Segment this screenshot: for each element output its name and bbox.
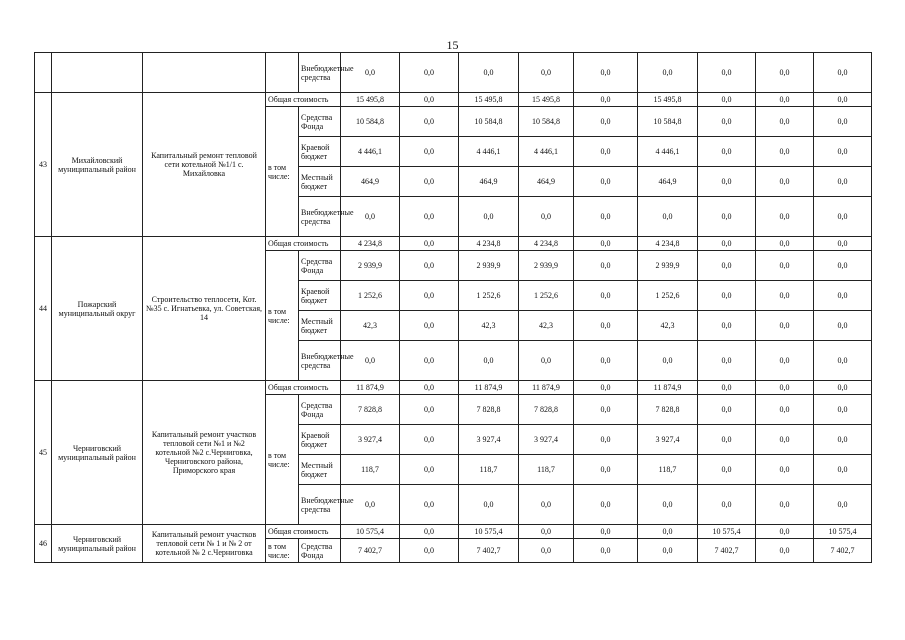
value-cell: 0,0: [574, 107, 638, 137]
value-cell: 0,0: [814, 251, 872, 281]
value-cell: 3 927,4: [341, 425, 400, 455]
value-cell: 0,0: [814, 107, 872, 137]
value-cell: 10 575,4: [341, 525, 400, 539]
value-cell: 0,0: [756, 93, 814, 107]
value-cell: 0,0: [638, 53, 698, 93]
value-cell: 42,3: [638, 311, 698, 341]
value-cell: 0,0: [814, 93, 872, 107]
value-cell: 0,0: [459, 485, 519, 525]
value-cell: 0,0: [574, 93, 638, 107]
value-cell: 0,0: [574, 539, 638, 563]
value-cell: 0,0: [698, 53, 756, 93]
value-cell: 0,0: [698, 311, 756, 341]
source-label: Краевой бюджет: [299, 137, 341, 167]
value-cell: 0,0: [756, 281, 814, 311]
value-cell: 10 575,4: [814, 525, 872, 539]
value-cell: 0,0: [400, 341, 459, 381]
value-cell: 15 495,8: [638, 93, 698, 107]
financing-table: [34, 52, 872, 563]
number-cell: 46: [35, 525, 52, 563]
value-cell: 0,0: [698, 381, 756, 395]
value-cell: 118,7: [638, 455, 698, 485]
value-cell: 0,0: [400, 395, 459, 425]
value-cell: 0,0: [574, 341, 638, 381]
value-cell: 7 402,7: [341, 539, 400, 563]
source-label: Средства Фонда: [299, 539, 341, 563]
object-cell: [143, 53, 266, 93]
value-cell: 10 584,8: [638, 107, 698, 137]
source-label: Средства Фонда: [299, 395, 341, 425]
value-cell: 0,0: [698, 251, 756, 281]
value-cell: 7 828,8: [341, 395, 400, 425]
page-number: 15: [446, 38, 459, 52]
value-cell: 11 874,9: [341, 381, 400, 395]
value-cell: 0,0: [400, 281, 459, 311]
value-cell: 15 495,8: [341, 93, 400, 107]
value-cell: 0,0: [341, 197, 400, 237]
region-cell: Черниговский муниципальный район: [52, 525, 143, 563]
source-label: Внебюджетные средства: [299, 197, 341, 237]
value-cell: 0,0: [756, 197, 814, 237]
value-cell: 0,0: [341, 53, 400, 93]
value-cell: 7 828,8: [459, 395, 519, 425]
value-cell: 0,0: [814, 395, 872, 425]
value-cell: 0,0: [814, 281, 872, 311]
value-cell: 0,0: [814, 53, 872, 93]
value-cell: 4 446,1: [459, 137, 519, 167]
value-cell: 0,0: [756, 485, 814, 525]
value-cell: 0,0: [574, 395, 638, 425]
value-cell: 0,0: [519, 525, 574, 539]
value-cell: 15 495,8: [459, 93, 519, 107]
source-label: Местный бюджет: [299, 311, 341, 341]
value-cell: 0,0: [638, 539, 698, 563]
value-cell: 0,0: [400, 167, 459, 197]
value-cell: 0,0: [814, 311, 872, 341]
value-cell: 0,0: [400, 539, 459, 563]
value-cell: 0,0: [638, 341, 698, 381]
value-cell: 0,0: [400, 53, 459, 93]
value-cell: 0,0: [756, 341, 814, 381]
value-cell: 4 234,8: [519, 237, 574, 251]
value-cell: 7 402,7: [698, 539, 756, 563]
value-cell: 0,0: [574, 311, 638, 341]
value-cell: 0,0: [574, 525, 638, 539]
total-label: Общая стоимость: [266, 381, 341, 395]
value-cell: 4 234,8: [341, 237, 400, 251]
value-cell: 0,0: [400, 455, 459, 485]
number-cell: 45: [35, 381, 52, 525]
value-cell: 10 584,8: [459, 107, 519, 137]
value-cell: 10 584,8: [519, 107, 574, 137]
source-label: Краевой бюджет: [299, 281, 341, 311]
value-cell: 0,0: [698, 137, 756, 167]
value-cell: 42,3: [519, 311, 574, 341]
value-cell: 0,0: [519, 197, 574, 237]
value-cell: 7 402,7: [814, 539, 872, 563]
value-cell: 0,0: [574, 237, 638, 251]
value-cell: 4 446,1: [341, 137, 400, 167]
source-label: Внебюджетные средства: [299, 53, 341, 93]
total-label: Общая стоимость: [266, 93, 341, 107]
value-cell: 0,0: [519, 485, 574, 525]
value-cell: 0,0: [698, 93, 756, 107]
value-cell: 0,0: [400, 93, 459, 107]
region-cell: Черниговский муниципальный район: [52, 381, 143, 525]
value-cell: 1 252,6: [519, 281, 574, 311]
value-cell: 464,9: [519, 167, 574, 197]
value-cell: 0,0: [341, 485, 400, 525]
value-cell: 0,0: [756, 137, 814, 167]
value-cell: 2 939,9: [638, 251, 698, 281]
value-cell: 0,0: [400, 425, 459, 455]
breakdown-label: в том числе:: [266, 107, 299, 237]
value-cell: 0,0: [459, 197, 519, 237]
value-cell: 0,0: [698, 281, 756, 311]
value-cell: 0,0: [574, 381, 638, 395]
value-cell: 0,0: [814, 167, 872, 197]
value-cell: 0,0: [698, 107, 756, 137]
table-row: [35, 381, 872, 395]
value-cell: 4 234,8: [638, 237, 698, 251]
value-cell: 0,0: [814, 237, 872, 251]
region-cell: Михайловский муниципальный район: [52, 93, 143, 237]
value-cell: 0,0: [698, 425, 756, 455]
number-cell: 44: [35, 237, 52, 381]
source-label: Внебюджетные средства: [299, 485, 341, 525]
value-cell: 1 252,6: [459, 281, 519, 311]
value-cell: 0,0: [638, 197, 698, 237]
source-label: Средства Фонда: [299, 251, 341, 281]
value-cell: 4 446,1: [638, 137, 698, 167]
value-cell: 464,9: [638, 167, 698, 197]
region-cell: Пожарский муниципальный округ: [52, 237, 143, 381]
value-cell: 0,0: [459, 53, 519, 93]
value-cell: 0,0: [756, 395, 814, 425]
region-cell: [52, 53, 143, 93]
value-cell: 0,0: [400, 381, 459, 395]
value-cell: 0,0: [814, 197, 872, 237]
value-cell: 0,0: [756, 425, 814, 455]
value-cell: 10 575,4: [459, 525, 519, 539]
table-row: [35, 525, 872, 539]
value-cell: 0,0: [400, 107, 459, 137]
source-label: Внебюджетные средства: [299, 341, 341, 381]
value-cell: 15 495,8: [519, 93, 574, 107]
value-cell: 118,7: [459, 455, 519, 485]
value-cell: 11 874,9: [519, 381, 574, 395]
value-cell: 118,7: [341, 455, 400, 485]
object-cell: Капитальный ремонт участков тепловой сети № 1 и № 2 от котельной № 2 с.Черниговка: [143, 525, 266, 563]
table-row: [35, 93, 872, 107]
value-cell: 464,9: [341, 167, 400, 197]
value-cell: 0,0: [814, 485, 872, 525]
value-cell: 4 446,1: [519, 137, 574, 167]
value-cell: 0,0: [574, 485, 638, 525]
value-cell: 0,0: [814, 137, 872, 167]
value-cell: 0,0: [756, 53, 814, 93]
value-cell: 0,0: [574, 167, 638, 197]
table-row: [35, 237, 872, 251]
value-cell: 0,0: [814, 381, 872, 395]
value-cell: 0,0: [698, 485, 756, 525]
value-cell: 0,0: [698, 395, 756, 425]
value-cell: 3 927,4: [459, 425, 519, 455]
value-cell: 1 252,6: [341, 281, 400, 311]
value-cell: 0,0: [574, 281, 638, 311]
value-cell: 3 927,4: [638, 425, 698, 455]
value-cell: 7 402,7: [459, 539, 519, 563]
value-cell: 0,0: [638, 485, 698, 525]
value-cell: 11 874,9: [459, 381, 519, 395]
value-cell: 11 874,9: [638, 381, 698, 395]
value-cell: 0,0: [698, 341, 756, 381]
value-cell: 2 939,9: [341, 251, 400, 281]
table-row: [35, 53, 872, 93]
value-cell: 0,0: [698, 237, 756, 251]
value-cell: 0,0: [400, 237, 459, 251]
value-cell: 10 575,4: [698, 525, 756, 539]
value-cell: 0,0: [756, 381, 814, 395]
value-cell: 0,0: [756, 525, 814, 539]
value-cell: 0,0: [400, 311, 459, 341]
value-cell: 0,0: [341, 341, 400, 381]
value-cell: 0,0: [400, 525, 459, 539]
object-cell: Капитальный ремонт участков тепловой сети №1 и №2 котельной №2 с.Черниговка, Черниговского района, Приморского края: [143, 381, 266, 525]
value-cell: 4 234,8: [459, 237, 519, 251]
total-label: Общая стоимость: [266, 525, 341, 539]
value-cell: 0,0: [574, 137, 638, 167]
breakdown-label: в том числе:: [266, 395, 299, 525]
value-cell: 0,0: [698, 167, 756, 197]
breakdown-label: в том числе:: [266, 539, 299, 563]
value-cell: 0,0: [698, 455, 756, 485]
value-cell: 0,0: [400, 137, 459, 167]
value-cell: 0,0: [756, 455, 814, 485]
value-cell: 42,3: [341, 311, 400, 341]
total-label: Общая стоимость: [266, 237, 341, 251]
value-cell: 42,3: [459, 311, 519, 341]
value-cell: 0,0: [756, 107, 814, 137]
value-cell: 0,0: [400, 251, 459, 281]
value-cell: 0,0: [698, 197, 756, 237]
value-cell: 0,0: [400, 197, 459, 237]
value-cell: 0,0: [756, 167, 814, 197]
value-cell: 0,0: [574, 455, 638, 485]
value-cell: 0,0: [574, 251, 638, 281]
value-cell: 10 584,8: [341, 107, 400, 137]
value-cell: 0,0: [519, 341, 574, 381]
value-cell: 0,0: [574, 197, 638, 237]
value-cell: 0,0: [574, 425, 638, 455]
object-cell: Капитальный ремонт тепловой сети котельной №1/1 с. Михайловка: [143, 93, 266, 237]
value-cell: 0,0: [519, 539, 574, 563]
breakdown-label: в том числе:: [266, 251, 299, 381]
value-cell: 0,0: [756, 311, 814, 341]
value-cell: 2 939,9: [519, 251, 574, 281]
value-cell: 0,0: [459, 341, 519, 381]
value-cell: 0,0: [756, 539, 814, 563]
value-cell: 464,9: [459, 167, 519, 197]
value-cell: 0,0: [814, 341, 872, 381]
source-label: Местный бюджет: [299, 455, 341, 485]
value-cell: 0,0: [638, 525, 698, 539]
source-label: Местный бюджет: [299, 167, 341, 197]
source-label: Краевой бюджет: [299, 425, 341, 455]
value-cell: 7 828,8: [638, 395, 698, 425]
value-cell: 7 828,8: [519, 395, 574, 425]
number-cell: 43: [35, 93, 52, 237]
value-cell: 0,0: [814, 455, 872, 485]
value-cell: 0,0: [814, 425, 872, 455]
object-cell: Строительство теплосети, Кот. №35 с. Игнатьевка, ул. Советская, 14: [143, 237, 266, 381]
value-cell: 0,0: [756, 237, 814, 251]
value-cell: 0,0: [519, 53, 574, 93]
breakdown-cell: [266, 53, 299, 93]
value-cell: 0,0: [574, 53, 638, 93]
source-label: Средства Фонда: [299, 107, 341, 137]
value-cell: 0,0: [756, 251, 814, 281]
value-cell: 1 252,6: [638, 281, 698, 311]
value-cell: 3 927,4: [519, 425, 574, 455]
value-cell: 2 939,9: [459, 251, 519, 281]
number-cell: [35, 53, 52, 93]
value-cell: 118,7: [519, 455, 574, 485]
value-cell: 0,0: [400, 485, 459, 525]
